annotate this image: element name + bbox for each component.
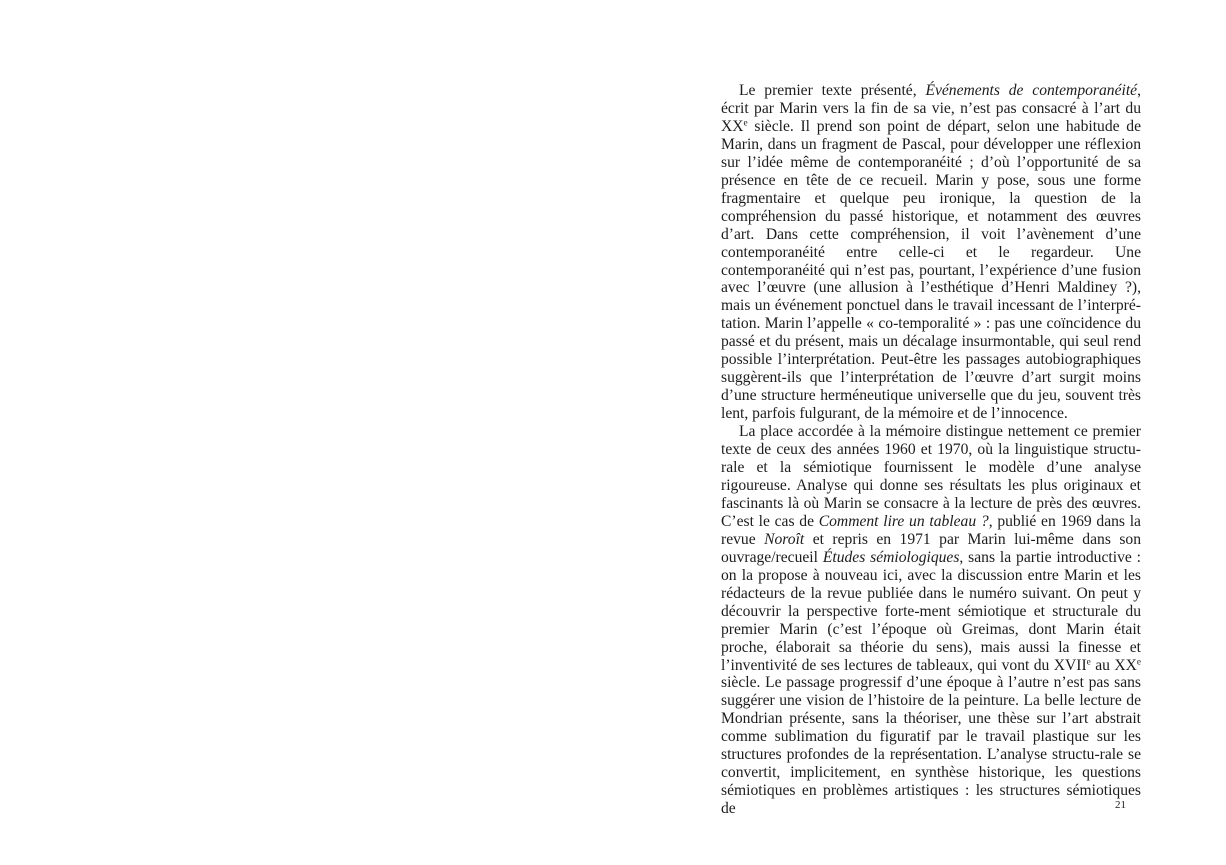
paragraph-2-text-b: , publié en 1969 dans la revue bbox=[721, 512, 1141, 548]
book-title-etudes: Études sémiologiques bbox=[822, 548, 960, 566]
paragraph-2-text-c: et repris en 1971 par Marin lui-même dans son ouvrage/recueil bbox=[721, 530, 1141, 566]
paragraph-1-text-b: , écrit par Marin vers la fin de sa vie, n’est pas consacré à l’art du XX bbox=[721, 82, 1141, 135]
body-text bbox=[721, 82, 1141, 818]
century-superscript: e bbox=[1086, 656, 1091, 667]
work-title-comment-lire: Comment lire un tableau ? bbox=[818, 512, 989, 530]
paragraph-1 bbox=[721, 82, 1141, 423]
page-number: 21 bbox=[1115, 799, 1126, 811]
paragraph-2-text-e: au XX bbox=[1090, 656, 1137, 674]
right-page bbox=[613, 0, 1226, 865]
paragraph-1-text-a: Le premier texte présenté, bbox=[739, 82, 926, 99]
paragraph-2-text-d: , sans la partie introductive : on la propose à nouveau ici, avec la discussion entre Marin et les rédacteurs de la revue publiée dans le numéro suivant. On peut y découvrir la perspective forte-ment sémiotique et structurale du premier Marin (c’est l’époque où Greimas, dont Marin était proche, élaborait sa théorie du sens), mais aussi la finesse et l’inventivité de ses lectures de tableaux, qui vont du XVII bbox=[721, 548, 1141, 674]
paragraph-2 bbox=[721, 423, 1141, 818]
journal-title-noroit: Noroît bbox=[764, 530, 805, 548]
work-title-evenements: Événements de contemporanéité bbox=[925, 82, 1138, 99]
paragraph-1-text-c: siècle. Il prend son point de départ, selon une habitude de Marin, dans un fragment de Pascal, pour développer une réflexion sur l’idée même de contemporanéité ; d’où l’opportunité de sa présence en tête de ce recueil. Marin y pose, sous une forme fragmentaire et quelque peu ironique, la question de la compréhension du passé historique, et notamment des œuvres d’art. Dans cette compréhension, il voit l’avènement d’une contemporanéité entre celle-ci et le regardeur. Une contemporanéité qui n’est pas, pourtant, l’expérience d’une fusion avec l’œuvre (une allusion à l’esthétique d’Henri Maldiney ?), mais un événement ponctuel dans le travail incessant de l’interpré-tation. Marin l’appelle « co-temporalité » : pas une coïncidence du passé et du présent, mais un décalage insurmontable, qui seul rend possible l’interprétation. Peut-être les passages autobiographiques suggèrent-ils que l’interprétation de l’œuvre d’art surgit moins d’une structure herméneutique universelle que du jeu, souvent très lent, parfois fulgurant, de la mémoire et de l’innocence. bbox=[721, 117, 1141, 423]
century-superscript: e bbox=[1136, 656, 1142, 667]
century-superscript: e bbox=[743, 118, 748, 129]
paragraph-2-text-f: siècle. Le passage progressif d’une époque à l’autre n’est pas sans suggérer une vision de l’histoire de la peinture. La belle lecture de Mondrian présente, sans la théoriser, une thèse sur l’art abstrait comme sublimation du figuratif par le travail plastique sur les structures profondes de la représentation. L’analyse structu-rale se convertit, implicitement, en synthèse historique, les questions sémiotiques en problèmes artistiques : les structures sémiotiques de bbox=[721, 674, 1141, 818]
paragraph-2-text-a: La place accordée à la mémoire distingue nettement ce premier texte de ceux des années 1960 et 1970, où la linguistique structu-rale et la sémiotique fournissent le modèle d’une analyse rigoureuse. Analyse qui donne ses résultats les plus originaux et fascinants là où Marin se consacre à la lecture de près des œuvres. C’est le cas de bbox=[721, 423, 1141, 530]
